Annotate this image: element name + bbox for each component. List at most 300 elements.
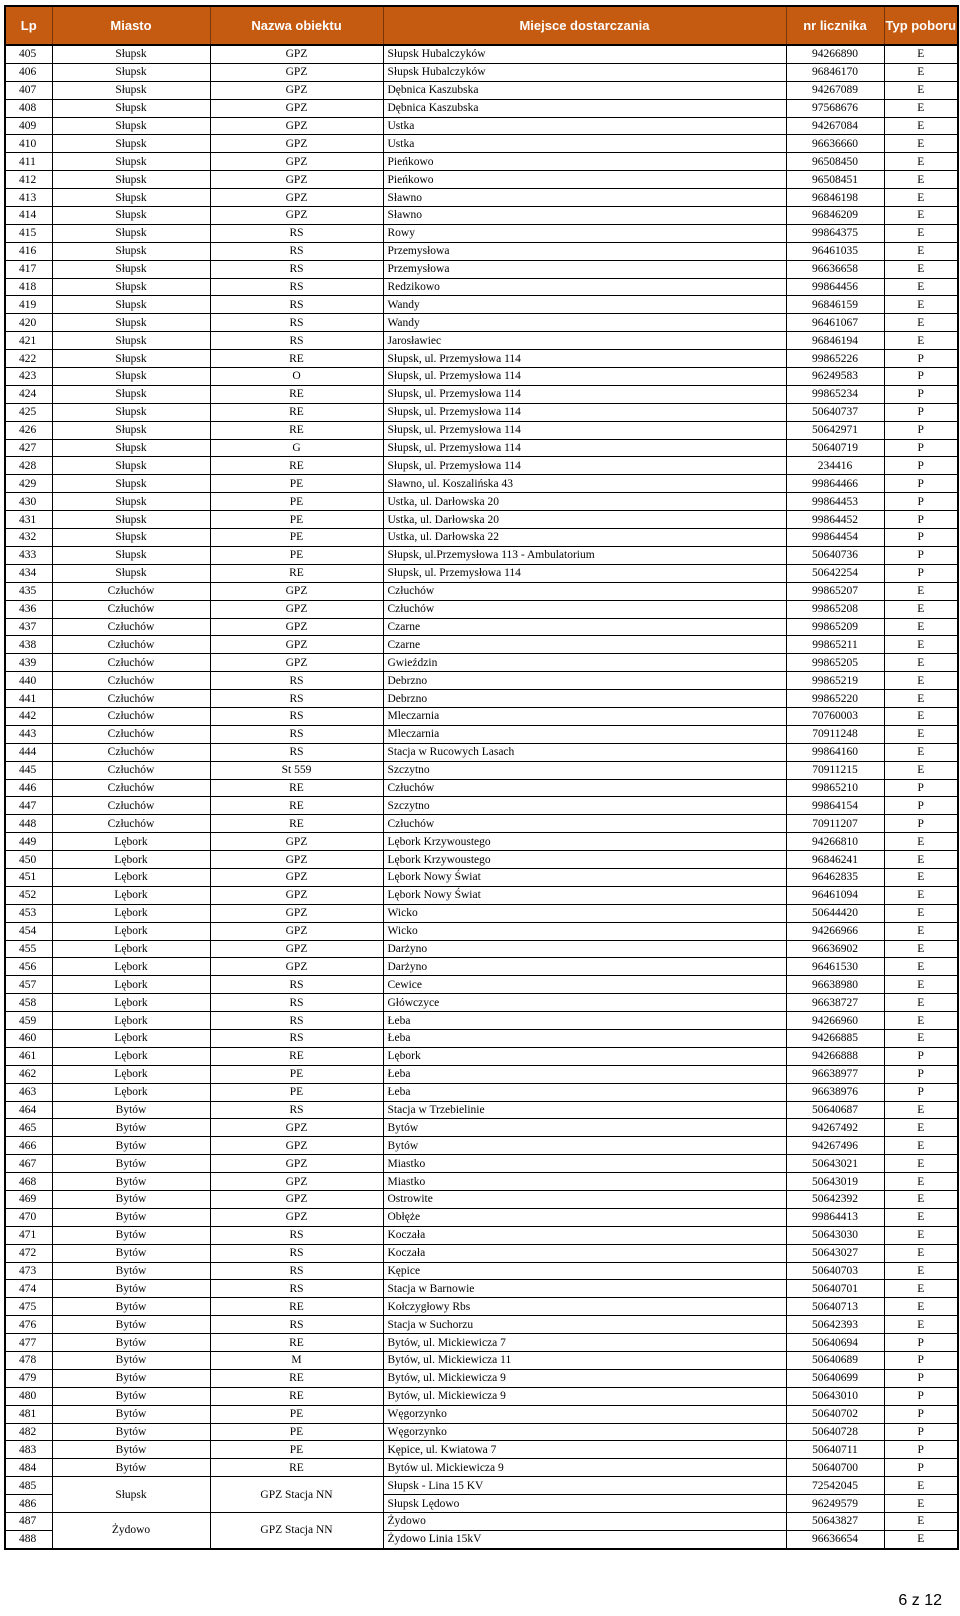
- cell-miasto: Człuchów: [52, 618, 210, 636]
- cell-nr-licznika: 99864456: [786, 278, 884, 296]
- cell-nr-licznika: 50640736: [786, 546, 884, 564]
- cell-nr-licznika: 50642392: [786, 1191, 884, 1209]
- table-row: [5, 672, 958, 690]
- table-row: [5, 1513, 958, 1531]
- cell-lp: 410: [5, 135, 52, 153]
- cell-miasto: Bytów: [52, 1119, 210, 1137]
- cell-nazwa-obiektu: RE: [210, 1298, 383, 1316]
- cell-nazwa-obiektu: GPZ: [210, 600, 383, 618]
- table-row: [5, 940, 958, 958]
- cell-miejsce-dostarczania: Węgorzynko: [383, 1405, 786, 1423]
- cell-miejsce-dostarczania: Słupsk, ul. Przemysłowa 114: [383, 457, 786, 475]
- table-row: [5, 63, 958, 81]
- table-row: [5, 475, 958, 493]
- cell-nazwa-obiektu: St 559: [210, 761, 383, 779]
- cell-miejsce-dostarczania: Debrzno: [383, 672, 786, 690]
- cell-lp: 451: [5, 868, 52, 886]
- cell-miejsce-dostarczania: Słupsk - Lina 15 KV: [383, 1477, 786, 1495]
- table-row: [5, 868, 958, 886]
- cell-miejsce-dostarczania: Debrzno: [383, 690, 786, 708]
- cell-miejsce-dostarczania: Słupsk, ul. Przemysłowa 114: [383, 368, 786, 386]
- cell-typ-poboru: E: [884, 63, 958, 81]
- header-lp: Lp: [5, 6, 52, 45]
- cell-miasto: Bytów: [52, 1369, 210, 1387]
- cell-miasto: Człuchów: [52, 600, 210, 618]
- cell-miasto: Bytów: [52, 1244, 210, 1262]
- table-row: [5, 511, 958, 529]
- table-row: [5, 1280, 958, 1298]
- cell-nr-licznika: 50640699: [786, 1369, 884, 1387]
- table-row: [5, 1119, 958, 1137]
- cell-typ-poboru: E: [884, 81, 958, 99]
- cell-miasto: Słupsk: [52, 368, 210, 386]
- cell-typ-poboru: E: [884, 1316, 958, 1334]
- cell-typ-poboru: E: [884, 1477, 958, 1495]
- cell-nr-licznika: 70760003: [786, 707, 884, 725]
- table-row: [5, 350, 958, 368]
- cell-nr-licznika: 99865220: [786, 690, 884, 708]
- cell-nazwa-obiektu: RE: [210, 1459, 383, 1477]
- cell-miejsce-dostarczania: Bytów: [383, 1137, 786, 1155]
- cell-nazwa-obiektu: GPZ: [210, 1191, 383, 1209]
- cell-miasto: Słupsk: [52, 350, 210, 368]
- cell-typ-poboru: E: [884, 117, 958, 135]
- cell-miasto: Słupsk: [52, 189, 210, 207]
- cell-nazwa-obiektu: RS: [210, 994, 383, 1012]
- cell-typ-poboru: E: [884, 45, 958, 63]
- cell-typ-poboru: E: [884, 242, 958, 260]
- cell-lp: 487: [5, 1513, 52, 1531]
- cell-typ-poboru: P: [884, 564, 958, 582]
- cell-typ-poboru: E: [884, 707, 958, 725]
- cell-nr-licznika: 50640713: [786, 1298, 884, 1316]
- table-row: [5, 1316, 958, 1334]
- cell-miejsce-dostarczania: Koczała: [383, 1226, 786, 1244]
- cell-nazwa-obiektu: GPZ: [210, 940, 383, 958]
- cell-nr-licznika: 50643030: [786, 1226, 884, 1244]
- cell-typ-poboru: P: [884, 546, 958, 564]
- delivery-points-table: [4, 5, 959, 1550]
- cell-nr-licznika: 70911248: [786, 725, 884, 743]
- cell-lp: 415: [5, 224, 52, 242]
- cell-lp: 484: [5, 1459, 52, 1477]
- cell-miasto: Lębork: [52, 1029, 210, 1047]
- cell-typ-poboru: P: [884, 350, 958, 368]
- table-row: [5, 242, 958, 260]
- cell-typ-poboru: E: [884, 582, 958, 600]
- cell-miasto: Człuchów: [52, 654, 210, 672]
- cell-nazwa-obiektu: GPZ: [210, 922, 383, 940]
- cell-nazwa-obiektu: RS: [210, 1012, 383, 1030]
- cell-lp: 443: [5, 725, 52, 743]
- cell-typ-poboru: P: [884, 385, 958, 403]
- cell-miejsce-dostarczania: Łeba: [383, 1029, 786, 1047]
- cell-lp: 473: [5, 1262, 52, 1280]
- cell-nr-licznika: 94267084: [786, 117, 884, 135]
- cell-miejsce-dostarczania: Pieńkowo: [383, 171, 786, 189]
- cell-nazwa-obiektu: RS: [210, 707, 383, 725]
- cell-nr-licznika: 94267492: [786, 1119, 884, 1137]
- cell-lp: 431: [5, 511, 52, 529]
- cell-miejsce-dostarczania: Rowy: [383, 224, 786, 242]
- cell-typ-poboru: E: [884, 833, 958, 851]
- cell-nazwa-obiektu: PE: [210, 529, 383, 547]
- table-body: [5, 45, 958, 1549]
- cell-lp: 469: [5, 1191, 52, 1209]
- cell-typ-poboru: P: [884, 1423, 958, 1441]
- table-row: [5, 1405, 958, 1423]
- table-row: [5, 690, 958, 708]
- cell-miasto: Lębork: [52, 976, 210, 994]
- cell-nr-licznika: 96461067: [786, 314, 884, 332]
- cell-miejsce-dostarczania: Miastko: [383, 1155, 786, 1173]
- cell-miasto: Słupsk: [52, 421, 210, 439]
- cell-typ-poboru: E: [884, 1119, 958, 1137]
- cell-nazwa-obiektu: RS: [210, 672, 383, 690]
- cell-nazwa-obiektu: GPZ Stacja NN: [210, 1513, 383, 1549]
- table-row: [5, 582, 958, 600]
- cell-lp: 421: [5, 332, 52, 350]
- cell-miejsce-dostarczania: Wicko: [383, 922, 786, 940]
- cell-nazwa-obiektu: PE: [210, 511, 383, 529]
- cell-typ-poboru: E: [884, 332, 958, 350]
- table-row: [5, 260, 958, 278]
- cell-miejsce-dostarczania: Człuchów: [383, 600, 786, 618]
- cell-miasto: Lębork: [52, 994, 210, 1012]
- cell-miasto: Lębork: [52, 886, 210, 904]
- cell-miasto: Słupsk: [52, 260, 210, 278]
- cell-lp: 412: [5, 171, 52, 189]
- cell-miasto: Człuchów: [52, 582, 210, 600]
- cell-miasto: Słupsk: [52, 564, 210, 582]
- table-row: [5, 1047, 958, 1065]
- cell-lp: 466: [5, 1137, 52, 1155]
- cell-nr-licznika: 96846170: [786, 63, 884, 81]
- table-row: [5, 1244, 958, 1262]
- cell-miejsce-dostarczania: Dębnica Kaszubska: [383, 99, 786, 117]
- cell-miejsce-dostarczania: Słupsk, ul. Przemysłowa 114: [383, 421, 786, 439]
- cell-nazwa-obiektu: RS: [210, 1316, 383, 1334]
- cell-lp: 437: [5, 618, 52, 636]
- cell-nr-licznika: 96461035: [786, 242, 884, 260]
- table-row: [5, 278, 958, 296]
- header-nr-licznika: nr licznika: [786, 6, 884, 45]
- cell-typ-poboru: E: [884, 1191, 958, 1209]
- cell-nazwa-obiektu: GPZ: [210, 117, 383, 135]
- cell-miejsce-dostarczania: Żydowo: [383, 1513, 786, 1531]
- cell-lp: 414: [5, 207, 52, 225]
- cell-typ-poboru: P: [884, 403, 958, 421]
- cell-miasto: Słupsk: [52, 493, 210, 511]
- cell-miasto: Lębork: [52, 1012, 210, 1030]
- cell-typ-poboru: E: [884, 958, 958, 976]
- cell-nazwa-obiektu: GPZ: [210, 618, 383, 636]
- cell-typ-poboru: E: [884, 743, 958, 761]
- cell-lp: 482: [5, 1423, 52, 1441]
- cell-nr-licznika: 50643010: [786, 1387, 884, 1405]
- cell-nazwa-obiektu: RE: [210, 815, 383, 833]
- cell-miejsce-dostarczania: Bytów, ul. Mickiewicza 9: [383, 1387, 786, 1405]
- cell-nr-licznika: 99865208: [786, 600, 884, 618]
- cell-nr-licznika: 94266966: [786, 922, 884, 940]
- cell-nr-licznika: 96846194: [786, 332, 884, 350]
- cell-typ-poboru: E: [884, 1298, 958, 1316]
- cell-nr-licznika: 94266885: [786, 1029, 884, 1047]
- cell-miasto: Słupsk: [52, 242, 210, 260]
- cell-miejsce-dostarczania: Sławno: [383, 207, 786, 225]
- table-row: [5, 332, 958, 350]
- cell-lp: 456: [5, 958, 52, 976]
- cell-nazwa-obiektu: GPZ: [210, 958, 383, 976]
- cell-typ-poboru: E: [884, 1155, 958, 1173]
- cell-nazwa-obiektu: PE: [210, 493, 383, 511]
- table-row: [5, 1226, 958, 1244]
- cell-nr-licznika: 94267496: [786, 1137, 884, 1155]
- cell-lp: 481: [5, 1405, 52, 1423]
- cell-miasto: Bytów: [52, 1191, 210, 1209]
- cell-nr-licznika: 96846241: [786, 851, 884, 869]
- table-row: [5, 529, 958, 547]
- cell-miejsce-dostarczania: Redzikowo: [383, 278, 786, 296]
- table-row: [5, 1173, 958, 1191]
- cell-nr-licznika: 99864452: [786, 511, 884, 529]
- cell-miejsce-dostarczania: Lębork Nowy Świat: [383, 868, 786, 886]
- table-container: [4, 5, 957, 1550]
- cell-nazwa-obiektu: RS: [210, 1029, 383, 1047]
- table-row: [5, 296, 958, 314]
- table-row: [5, 135, 958, 153]
- table-row: [5, 1459, 958, 1477]
- cell-miasto: Słupsk: [52, 314, 210, 332]
- cell-typ-poboru: E: [884, 1208, 958, 1226]
- cell-miejsce-dostarczania: Słupsk, ul. Przemysłowa 114: [383, 403, 786, 421]
- table-row: [5, 1012, 958, 1030]
- cell-typ-poboru: E: [884, 868, 958, 886]
- cell-nazwa-obiektu: RS: [210, 296, 383, 314]
- cell-lp: 435: [5, 582, 52, 600]
- cell-miejsce-dostarczania: Lębork Krzywoustego: [383, 851, 786, 869]
- cell-lp: 438: [5, 636, 52, 654]
- cell-lp: 446: [5, 779, 52, 797]
- table-row: [5, 493, 958, 511]
- cell-miasto: Lębork: [52, 904, 210, 922]
- cell-nr-licznika: 99865205: [786, 654, 884, 672]
- cell-nr-licznika: 50640701: [786, 1280, 884, 1298]
- table-row: [5, 1477, 958, 1495]
- cell-nazwa-obiektu: GPZ: [210, 171, 383, 189]
- cell-nazwa-obiektu: RE: [210, 457, 383, 475]
- cell-nr-licznika: 50640711: [786, 1441, 884, 1459]
- cell-nazwa-obiektu: GPZ: [210, 135, 383, 153]
- cell-miejsce-dostarczania: Słupsk Lędowo: [383, 1495, 786, 1513]
- cell-lp: 420: [5, 314, 52, 332]
- cell-lp: 488: [5, 1530, 52, 1548]
- cell-miejsce-dostarczania: Słupsk, ul. Przemysłowa 114: [383, 564, 786, 582]
- cell-nr-licznika: 50643021: [786, 1155, 884, 1173]
- cell-lp: 483: [5, 1441, 52, 1459]
- cell-nr-licznika: 50640719: [786, 439, 884, 457]
- cell-miejsce-dostarczania: Mleczarnia: [383, 707, 786, 725]
- cell-typ-poboru: E: [884, 904, 958, 922]
- table-row: [5, 725, 958, 743]
- cell-lp: 470: [5, 1208, 52, 1226]
- table-row: [5, 224, 958, 242]
- cell-typ-poboru: P: [884, 779, 958, 797]
- cell-miasto: Bytów: [52, 1423, 210, 1441]
- cell-nr-licznika: 50640702: [786, 1405, 884, 1423]
- cell-lp: 434: [5, 564, 52, 582]
- table-row: [5, 385, 958, 403]
- cell-miasto: Słupsk: [52, 296, 210, 314]
- cell-nr-licznika: 99864413: [786, 1208, 884, 1226]
- cell-miejsce-dostarczania: Darżyno: [383, 940, 786, 958]
- cell-typ-poboru: P: [884, 815, 958, 833]
- cell-nazwa-obiektu: RS: [210, 1244, 383, 1262]
- cell-lp: 452: [5, 886, 52, 904]
- cell-miejsce-dostarczania: Stacja w Trzebielinie: [383, 1101, 786, 1119]
- table-row: [5, 1137, 958, 1155]
- table-row: [5, 636, 958, 654]
- cell-typ-poboru: E: [884, 994, 958, 1012]
- cell-typ-poboru: E: [884, 278, 958, 296]
- cell-miasto: Słupsk: [52, 511, 210, 529]
- cell-lp: 464: [5, 1101, 52, 1119]
- cell-miasto: Słupsk: [52, 439, 210, 457]
- cell-nr-licznika: 99864160: [786, 743, 884, 761]
- table-row: [5, 1387, 958, 1405]
- cell-miejsce-dostarczania: Mleczarnia: [383, 725, 786, 743]
- cell-nazwa-obiektu: G: [210, 439, 383, 457]
- table-row: [5, 618, 958, 636]
- cell-lp: 408: [5, 99, 52, 117]
- cell-nazwa-obiektu: RS: [210, 332, 383, 350]
- cell-miejsce-dostarczania: Koczała: [383, 1244, 786, 1262]
- cell-nazwa-obiektu: RS: [210, 976, 383, 994]
- cell-miasto: Słupsk: [52, 332, 210, 350]
- cell-nazwa-obiektu: PE: [210, 1083, 383, 1101]
- cell-nazwa-obiektu: RS: [210, 242, 383, 260]
- cell-miasto: Lębork: [52, 958, 210, 976]
- cell-nazwa-obiektu: GPZ: [210, 189, 383, 207]
- cell-miejsce-dostarczania: Bytów ul. Mickiewicza 9: [383, 1459, 786, 1477]
- cell-typ-poboru: P: [884, 1441, 958, 1459]
- cell-lp: 436: [5, 600, 52, 618]
- cell-nr-licznika: 97568676: [786, 99, 884, 117]
- cell-miejsce-dostarczania: Lębork Krzywoustego: [383, 833, 786, 851]
- cell-lp: 453: [5, 904, 52, 922]
- cell-lp: 430: [5, 493, 52, 511]
- cell-nr-licznika: 50643027: [786, 1244, 884, 1262]
- cell-miejsce-dostarczania: Ustka: [383, 117, 786, 135]
- cell-nazwa-obiektu: RS: [210, 260, 383, 278]
- cell-lp: 448: [5, 815, 52, 833]
- cell-miasto: Słupsk: [52, 1477, 210, 1513]
- cell-nazwa-obiektu: PE: [210, 1065, 383, 1083]
- cell-nr-licznika: 96638976: [786, 1083, 884, 1101]
- cell-miejsce-dostarczania: Kołczygłowy Rbs: [383, 1298, 786, 1316]
- cell-nazwa-obiektu: RS: [210, 743, 383, 761]
- table-row: [5, 922, 958, 940]
- cell-lp: 455: [5, 940, 52, 958]
- cell-typ-poboru: E: [884, 135, 958, 153]
- cell-lp: 441: [5, 690, 52, 708]
- cell-nazwa-obiektu: RS: [210, 224, 383, 242]
- cell-miejsce-dostarczania: Czarne: [383, 618, 786, 636]
- cell-typ-poboru: P: [884, 457, 958, 475]
- cell-miasto: Człuchów: [52, 707, 210, 725]
- cell-nr-licznika: 96638980: [786, 976, 884, 994]
- cell-nazwa-obiektu: RS: [210, 1280, 383, 1298]
- cell-nazwa-obiektu: GPZ: [210, 851, 383, 869]
- cell-miasto: Człuchów: [52, 672, 210, 690]
- cell-typ-poboru: P: [884, 1065, 958, 1083]
- cell-nr-licznika: 50640687: [786, 1101, 884, 1119]
- cell-lp: 429: [5, 475, 52, 493]
- cell-miejsce-dostarczania: Jarosławiec: [383, 332, 786, 350]
- cell-miasto: Lębork: [52, 1047, 210, 1065]
- table-row: [5, 761, 958, 779]
- cell-nazwa-obiektu: RE: [210, 1334, 383, 1352]
- cell-typ-poboru: E: [884, 851, 958, 869]
- cell-nazwa-obiektu: GPZ: [210, 1155, 383, 1173]
- cell-typ-poboru: E: [884, 725, 958, 743]
- cell-miasto: Lębork: [52, 1065, 210, 1083]
- table-row: [5, 904, 958, 922]
- cell-nr-licznika: 99864375: [786, 224, 884, 242]
- cell-lp: 477: [5, 1334, 52, 1352]
- table-row: [5, 1029, 958, 1047]
- table-row: [5, 1262, 958, 1280]
- cell-miejsce-dostarczania: Ustka: [383, 135, 786, 153]
- cell-miasto: Bytów: [52, 1280, 210, 1298]
- cell-nr-licznika: 99865209: [786, 618, 884, 636]
- table-row: [5, 1083, 958, 1101]
- cell-miasto: Słupsk: [52, 117, 210, 135]
- cell-typ-poboru: P: [884, 1369, 958, 1387]
- table-row: [5, 833, 958, 851]
- cell-miejsce-dostarczania: Człuchów: [383, 582, 786, 600]
- cell-typ-poboru: E: [884, 672, 958, 690]
- cell-lp: 463: [5, 1083, 52, 1101]
- table-row: [5, 564, 958, 582]
- cell-miasto: Słupsk: [52, 224, 210, 242]
- cell-miejsce-dostarczania: Lębork: [383, 1047, 786, 1065]
- cell-typ-poboru: P: [884, 421, 958, 439]
- cell-miejsce-dostarczania: Przemysłowa: [383, 242, 786, 260]
- cell-nazwa-obiektu: M: [210, 1352, 383, 1370]
- table-row: [5, 81, 958, 99]
- cell-miejsce-dostarczania: Słupsk Hubalczyków: [383, 63, 786, 81]
- cell-miasto: Lębork: [52, 922, 210, 940]
- cell-nazwa-obiektu: RS: [210, 1101, 383, 1119]
- table-row: [5, 743, 958, 761]
- cell-lp: 445: [5, 761, 52, 779]
- cell-typ-poboru: E: [884, 99, 958, 117]
- cell-miasto: Bytów: [52, 1459, 210, 1477]
- cell-miasto: Słupsk: [52, 81, 210, 99]
- cell-nr-licznika: 96846209: [786, 207, 884, 225]
- table-row: [5, 546, 958, 564]
- cell-miasto: Słupsk: [52, 278, 210, 296]
- table-row: [5, 189, 958, 207]
- table-row: [5, 958, 958, 976]
- table-row: [5, 1352, 958, 1370]
- cell-lp: 450: [5, 851, 52, 869]
- cell-miasto: Lębork: [52, 851, 210, 869]
- cell-nazwa-obiektu: PE: [210, 546, 383, 564]
- table-row: [5, 207, 958, 225]
- cell-lp: 458: [5, 994, 52, 1012]
